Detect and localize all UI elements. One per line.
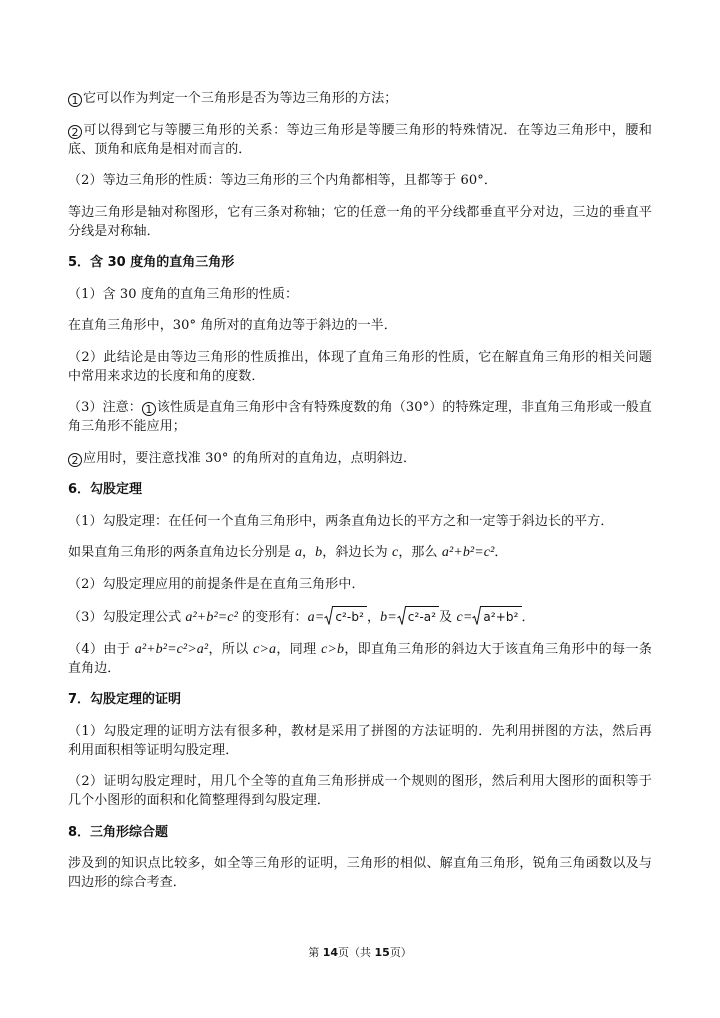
text: ，斜边长为 [322, 545, 392, 560]
paragraph-3: （2）等边三角形的性质：等边三角形的三个内角都相等，且都等于 60°． [68, 173, 497, 188]
square-root-1 [324, 606, 367, 626]
section-heading-5: 5．含 30 度角的直角三角形 [68, 255, 235, 270]
text: ，所以 [208, 641, 254, 657]
current-page-number: 14 [322, 946, 338, 959]
radicand: c²-a² [406, 606, 439, 626]
footer-text: 第 [308, 946, 323, 959]
section-heading-7: 7．勾股定理的证明 [68, 692, 182, 707]
text: ． [521, 610, 535, 625]
text: 可以得到它与等腰三角形的关系：等边三角形是等腰三角形的特殊情况．在等边三角形中，腰和底、顶角和底角是相对而言的． [68, 122, 652, 157]
text: ， [302, 545, 316, 560]
formula-b: b= [380, 610, 397, 625]
paragraph-6b [68, 543, 652, 562]
text: （4）由于 [68, 641, 135, 657]
text: 应用时，要注意找准 30° 的角所对的直角边，点明斜边． [83, 450, 417, 466]
text: ，即直角三角形的斜边大于该直角三角形中的每一条直角边． [68, 641, 652, 676]
paragraph-5d [68, 398, 652, 436]
footer-text: 页） [389, 946, 412, 959]
inequality-formula: a²+b²=c²>a² [134, 641, 209, 657]
radicand: a²+b² [481, 606, 521, 626]
radical-sign-icon [397, 606, 406, 626]
paragraph-4: 等边三角形是轴对称图形，它有三条对称轴；它的任意一角的平分线都垂直平分对边，三边的垂直平分线是对称轴． [68, 204, 652, 239]
paragraph-5e [68, 449, 652, 468]
text: （3）注意： [68, 400, 142, 415]
formula-a: a= [307, 610, 325, 625]
pythagorean-formula: a²+b²=c² [185, 610, 238, 625]
paragraph-2 [68, 121, 652, 159]
paragraph-6c: （2）勾股定理应用的前提条件是在直角三角形中． [68, 576, 365, 592]
text: ． [494, 545, 508, 560]
text: ，那么 [398, 545, 442, 560]
circled-number: 1 [142, 402, 156, 416]
paragraph-5a: （1）含 30 度角的直角三角形的性质： [68, 286, 299, 302]
text: 的变形有： [237, 610, 308, 625]
circled-number: 2 [68, 125, 82, 139]
paragraph-6e [68, 640, 652, 678]
paragraph-5c: （2）此结论是由等边三角形的性质推出，体现了直角三角形的性质，它在解直角三角形的相关问题中常用来求边的长度和角的度数． [68, 349, 652, 384]
radicand: c²-b² [333, 606, 367, 626]
page-footer [0, 944, 720, 960]
inequality-c-b: c>b [321, 641, 345, 657]
text: 该性质是直角三角形中含有特殊度数的角（30°）的特殊定理，非直角三角形或一般直角三角形不能应用； [68, 400, 652, 434]
formula-c: c= [456, 610, 473, 625]
variable-a: a [294, 545, 303, 560]
paragraph-6a: （1）勾股定理：在任何一个直角三角形中，两条直角边长的平方之和一定等于斜边长的平方． [68, 513, 614, 529]
variable-c: c [392, 545, 399, 560]
square-root-3 [472, 606, 521, 626]
paragraph-8: 涉及到的知识点比较多，如全等三角形的证明，三角形的相似、解直角三角形，锐角三角函数以及与四边形的综合考查． [68, 856, 652, 890]
paragraph-6d [68, 606, 652, 627]
text: （3）勾股定理公式 [68, 610, 186, 625]
footer-text: 页（共 [338, 946, 375, 959]
text: 它可以作为判定一个三角形是否为等边三角形的方法； [83, 91, 398, 106]
pythagorean-formula: a²+b²=c² [441, 545, 495, 560]
text: ，同理 [276, 641, 322, 657]
paragraph-5b: 在直角三角形中，30° 角所对的直角边等于斜边的一半． [68, 318, 397, 333]
text: 及 [439, 610, 457, 625]
paragraph-1 [68, 89, 652, 108]
paragraph-7b: （2）证明勾股定理时，用几个全等的直角三角形拼成一个规则的图形，然后利用大图形的面积等于几个小图形的面积和化简整理得到勾股定理． [68, 774, 652, 808]
text: ， [366, 610, 381, 625]
radical-sign-icon [472, 606, 481, 626]
circled-number: 1 [68, 93, 82, 107]
document-body [68, 89, 652, 905]
inequality-c-a: c>a [253, 641, 277, 657]
section-heading-8: 8．三角形综合题 [68, 824, 169, 840]
paragraph-7a: （1）勾股定理的证明方法有很多种，教材是采用了拼图的方法证明的．先利用拼图的方法，然后再利用面积相等证明勾股定理． [68, 723, 652, 758]
radical-sign-icon [324, 606, 333, 626]
total-page-count: 15 [374, 946, 390, 959]
section-heading-6: 6．勾股定理 [68, 482, 143, 497]
text: 如果直角三角形的两条直角边长分别是 [68, 545, 295, 560]
square-root-2 [397, 606, 439, 626]
variable-b: b [315, 545, 323, 560]
circled-number: 2 [68, 453, 82, 467]
